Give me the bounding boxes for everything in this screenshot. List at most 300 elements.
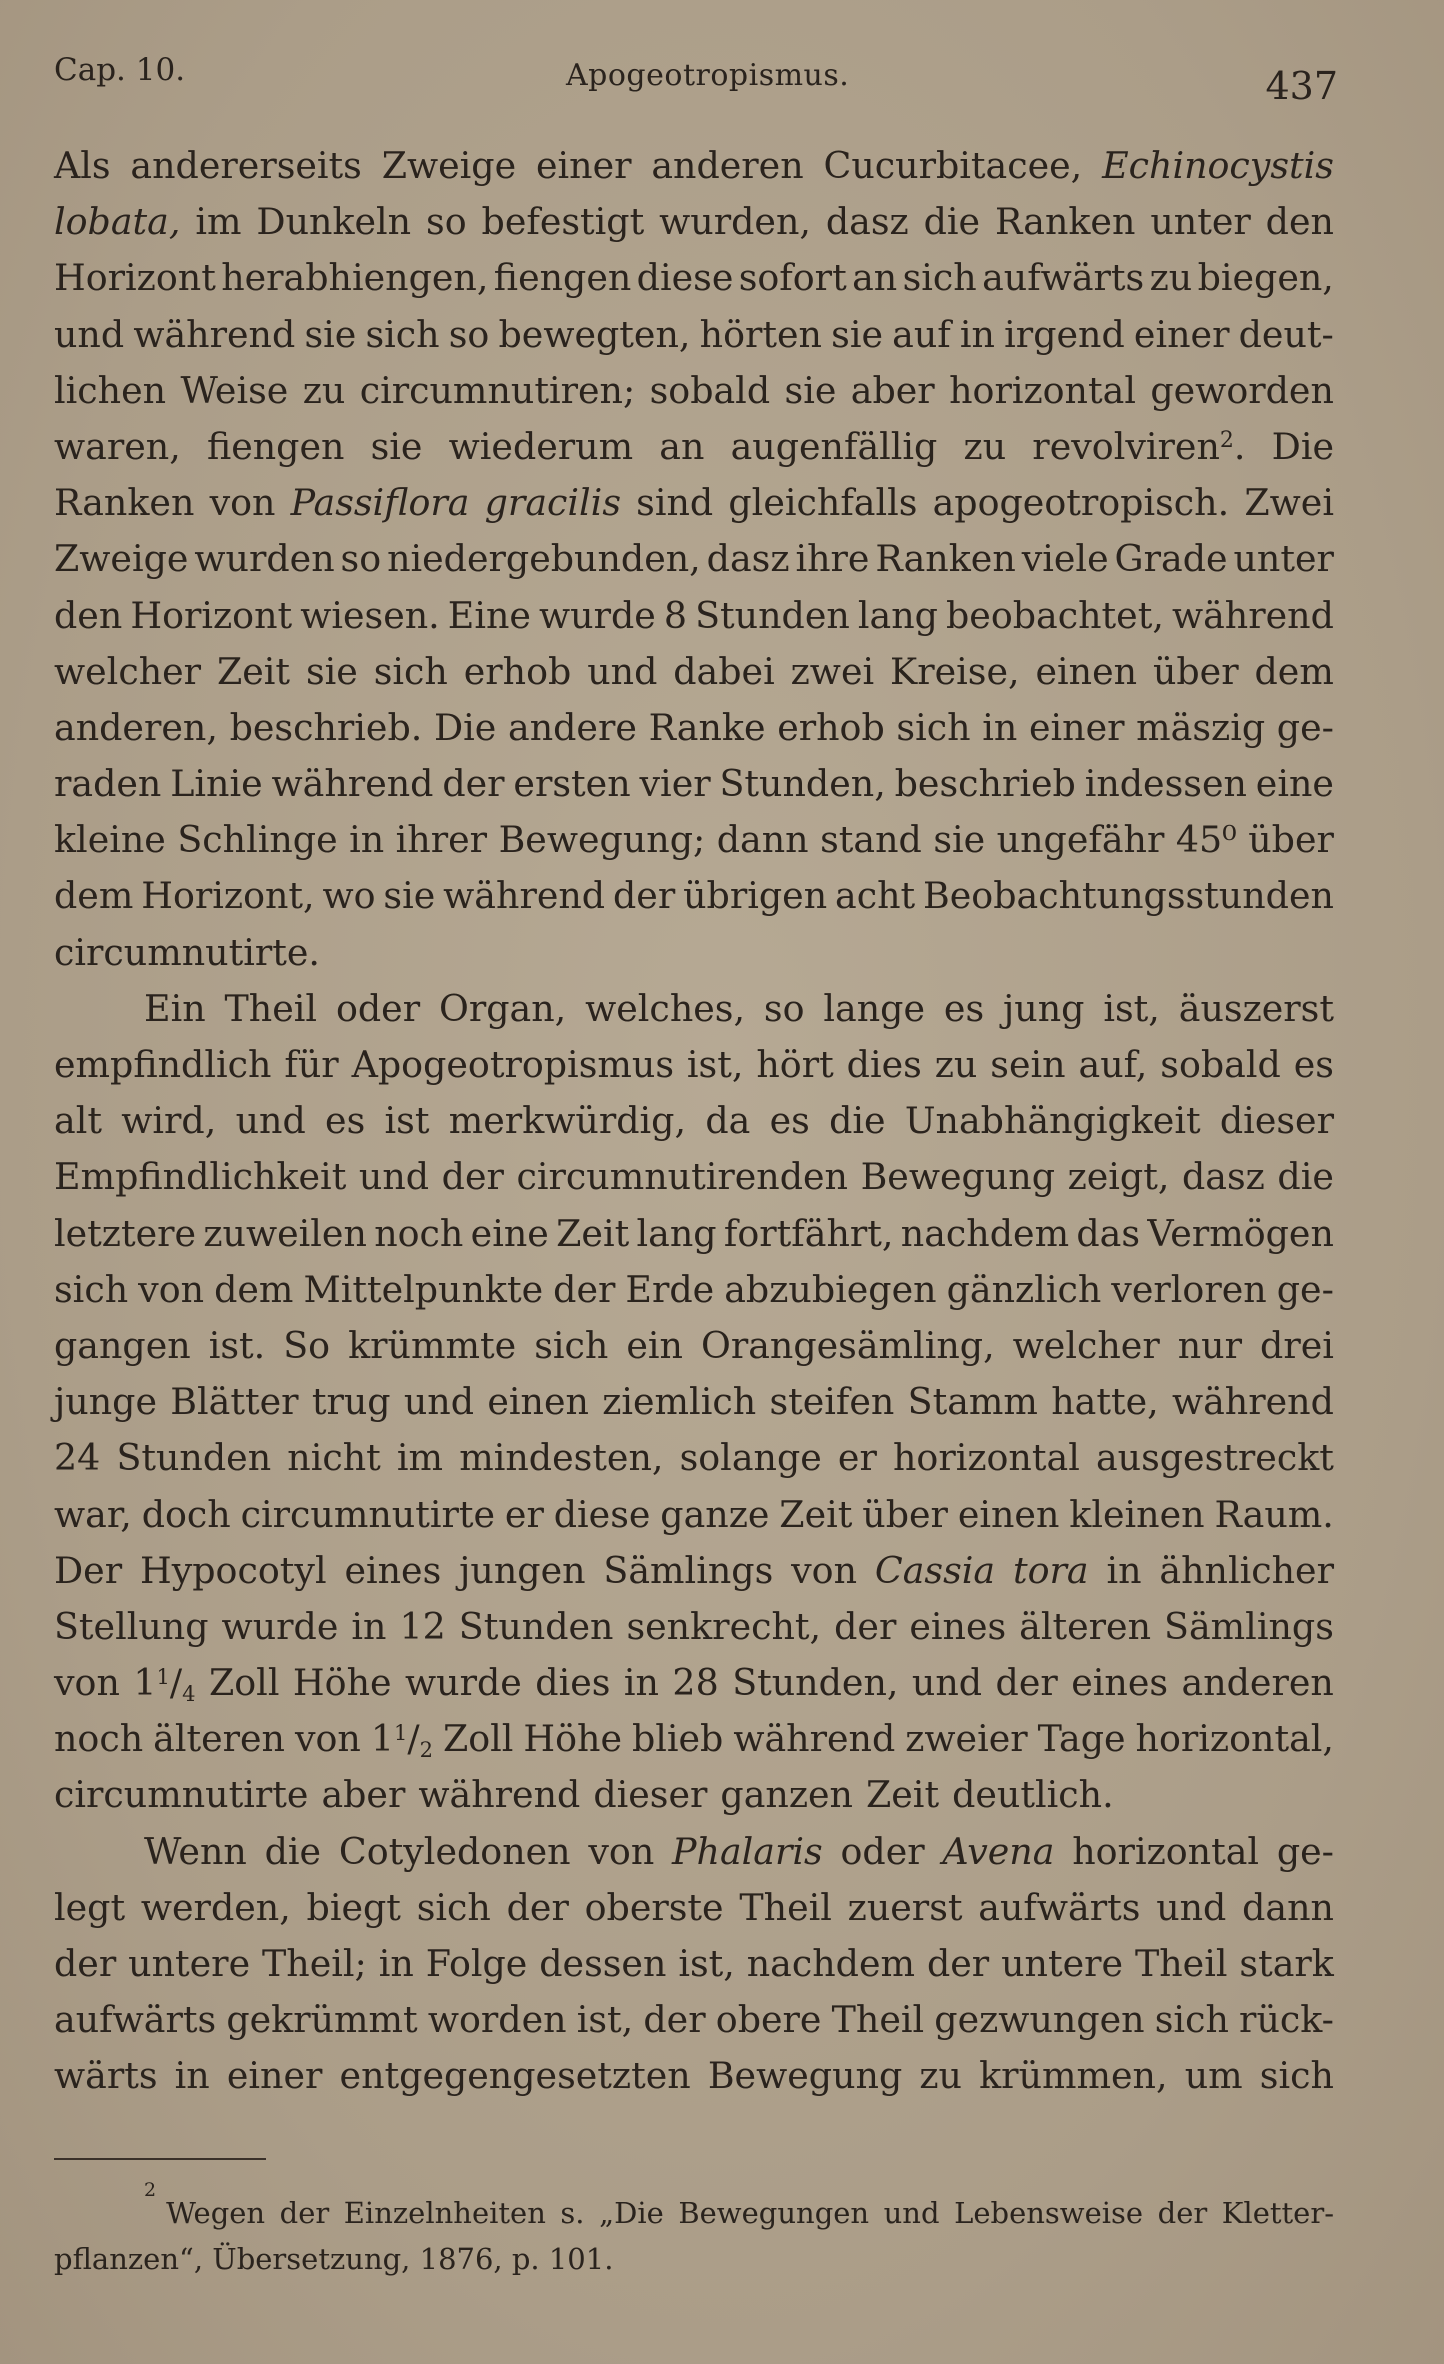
text-line xyxy=(54,250,1334,306)
word: . xyxy=(1233,424,1246,468)
word: während xyxy=(443,874,606,918)
word: ist, xyxy=(686,1043,744,1086)
word: zu xyxy=(302,368,346,412)
word: Schlinge xyxy=(177,818,338,862)
word: zeigt, xyxy=(1067,1155,1170,1199)
word: sich xyxy=(373,649,448,693)
word: während xyxy=(733,1717,896,1761)
word: noch xyxy=(54,1717,144,1761)
word: Zoll xyxy=(208,1661,280,1705)
mixed-fraction: $1^1/_4$ xyxy=(133,1661,196,1707)
word: ist xyxy=(384,1099,430,1143)
word: aufwärts xyxy=(978,1885,1141,1929)
text-line xyxy=(54,531,1334,587)
word: alt xyxy=(54,1099,102,1143)
text-line xyxy=(54,700,1334,756)
word: sich xyxy=(896,705,971,749)
word: rück- xyxy=(1239,1998,1334,2042)
word: Ein xyxy=(144,986,206,1030)
running-title: Apogeotropismus. xyxy=(566,58,850,93)
word: dasz xyxy=(825,200,909,244)
word: eine xyxy=(1255,762,1334,806)
word: lang xyxy=(636,1211,717,1255)
word: Zeit xyxy=(865,1773,940,1817)
word: Theil; xyxy=(262,1942,367,1985)
word: sich xyxy=(1259,2054,1334,2098)
word: sich xyxy=(534,1323,609,1367)
word: er xyxy=(504,1492,544,1536)
word: Stunden xyxy=(116,1436,272,1480)
italic-word: gracilis xyxy=(484,481,621,525)
word: welches, xyxy=(585,986,746,1030)
word: dem xyxy=(214,1267,294,1311)
word: Stunden, xyxy=(732,1661,899,1705)
word: gleichfalls xyxy=(728,481,918,525)
word: horizontal xyxy=(949,368,1136,412)
word: und xyxy=(54,312,125,356)
word: 28 xyxy=(672,1661,719,1705)
word: fiengen xyxy=(493,256,632,300)
word: um xyxy=(1184,2054,1243,2098)
word: unter xyxy=(1233,537,1334,581)
word: Grade xyxy=(1114,537,1228,581)
word: ge- xyxy=(1276,1829,1334,1873)
word: Ranken xyxy=(995,200,1136,244)
word: ersten xyxy=(513,762,631,806)
word-group xyxy=(1032,419,1245,475)
text-line xyxy=(54,1992,1334,2048)
word: doch xyxy=(141,1492,231,1536)
word: Stunden, xyxy=(719,762,886,806)
word: befestigt xyxy=(481,200,645,244)
word: gekrümmt xyxy=(226,1998,418,2042)
italic-word: Cassia xyxy=(874,1548,996,1592)
word: hört xyxy=(756,1043,834,1086)
word: andere xyxy=(508,705,637,749)
word: deut- xyxy=(1238,312,1334,356)
word: Horizont xyxy=(54,256,216,300)
word: Ranken xyxy=(875,537,1016,581)
word: Stamm xyxy=(907,1380,1038,1424)
word: er xyxy=(837,1436,877,1480)
word: Der xyxy=(54,1548,123,1592)
word: und xyxy=(587,649,658,693)
word: wiederum xyxy=(448,424,634,468)
word: ge- xyxy=(1276,705,1334,749)
text-line xyxy=(54,1543,1334,1599)
footnote-divider xyxy=(54,2158,266,2160)
word: gangen xyxy=(54,1323,191,1367)
word: dem xyxy=(1254,649,1334,693)
word: verloren xyxy=(1111,1267,1267,1311)
word: nicht xyxy=(287,1436,381,1480)
word: ge- xyxy=(1276,1267,1334,1311)
word: trug xyxy=(311,1380,391,1424)
text-line xyxy=(54,1149,1334,1205)
word: 12 xyxy=(399,1604,446,1648)
word: in xyxy=(351,1604,387,1648)
word: auf, xyxy=(1078,1043,1148,1086)
word: beobachtet, xyxy=(945,593,1164,637)
word: in xyxy=(1106,1548,1142,1592)
word: Eine xyxy=(447,593,531,637)
footnote-body xyxy=(144,2179,1334,2236)
word: irgend xyxy=(1004,312,1125,356)
word: gezwungen xyxy=(934,1998,1145,2042)
word: biegen, xyxy=(1197,256,1334,300)
word: 45⁰ xyxy=(1175,818,1237,862)
word: anderen xyxy=(651,144,804,187)
word: kleinen xyxy=(1069,1492,1205,1536)
word: es xyxy=(943,986,985,1030)
word: So xyxy=(283,1323,331,1367)
word: 8 xyxy=(663,593,688,637)
word: die xyxy=(264,1829,322,1873)
word: obere xyxy=(715,1998,822,2042)
word: über xyxy=(862,1492,948,1536)
word: entgegengesetzten xyxy=(339,2054,691,2098)
word: die xyxy=(923,200,981,244)
word: diese xyxy=(553,1492,651,1536)
word: Höhe xyxy=(523,1717,622,1761)
word: Folge xyxy=(425,1942,528,1985)
word: acht xyxy=(835,874,916,918)
word: zu xyxy=(963,424,1007,468)
word: herabhiengen, xyxy=(221,256,489,300)
word: und xyxy=(403,1380,475,1424)
word: dasz xyxy=(1182,1155,1265,1199)
word: beschrieb xyxy=(894,762,1076,806)
text-line xyxy=(54,307,1334,363)
word: beschrieb. xyxy=(229,705,423,749)
word: Horizont xyxy=(130,593,293,637)
word: aber xyxy=(321,1773,406,1817)
text-line xyxy=(54,1711,1334,1767)
word: geworden xyxy=(1150,368,1334,412)
word: eines xyxy=(1071,1661,1169,1705)
word: circumnutirte xyxy=(54,1773,309,1817)
word: circumnutirenden xyxy=(516,1155,848,1199)
word: apogeotropisch. xyxy=(932,481,1230,525)
word: der xyxy=(995,1661,1058,1705)
text-line xyxy=(54,1374,1334,1430)
word: eines xyxy=(909,1604,1007,1648)
word: der xyxy=(612,874,676,918)
word: indessen xyxy=(1084,762,1247,806)
word: über xyxy=(1248,818,1334,862)
word: Sämlings xyxy=(1164,1604,1334,1648)
word: den xyxy=(1265,200,1334,244)
text-line xyxy=(54,588,1334,644)
text-line xyxy=(54,1936,1334,1992)
word: wo xyxy=(322,874,376,918)
word: steifen xyxy=(769,1380,895,1424)
word: jung xyxy=(1003,986,1085,1030)
word: senkrecht, xyxy=(626,1604,822,1648)
word: eines xyxy=(344,1548,442,1592)
word: der xyxy=(834,1604,897,1648)
word: dann xyxy=(1242,1885,1334,1929)
word: Bewegung xyxy=(860,1155,1055,1199)
italic-word: lobata, xyxy=(54,200,181,244)
word: Cucurbitacee, xyxy=(823,144,1083,187)
word: in xyxy=(349,818,385,862)
text-line xyxy=(54,1093,1334,1149)
word: nachdem xyxy=(900,1211,1070,1255)
word: Beobachtungsstunden xyxy=(923,874,1334,918)
word: mindesten, xyxy=(459,1436,664,1480)
word: ihrer xyxy=(395,818,488,862)
word: krümmte xyxy=(348,1323,517,1367)
word: legt xyxy=(54,1885,126,1929)
word: es xyxy=(1293,1043,1334,1086)
word: hatte, xyxy=(1051,1380,1159,1424)
italic-word: Passiflora xyxy=(290,481,470,525)
word: auf xyxy=(892,312,951,356)
word: 24 xyxy=(54,1436,101,1480)
word: oder xyxy=(840,1829,925,1873)
body-text xyxy=(54,138,1334,2105)
text-line xyxy=(54,475,1334,531)
word: raden xyxy=(54,762,162,806)
word: Theil xyxy=(739,1885,832,1929)
word: Stunden xyxy=(458,1604,614,1648)
word: während xyxy=(1171,1380,1334,1424)
word: Empfindlichkeit xyxy=(54,1155,347,1199)
word: zweier xyxy=(905,1717,1028,1761)
word: sein xyxy=(990,1043,1066,1086)
word: circumnutiren; xyxy=(359,368,636,412)
word: dies xyxy=(535,1661,611,1705)
word: sich xyxy=(365,312,440,356)
word: da xyxy=(705,1099,751,1143)
word: sich xyxy=(416,1885,491,1929)
word: empfindlich xyxy=(54,1043,272,1086)
word: und xyxy=(911,1661,983,1705)
word: ausgestreckt xyxy=(1095,1436,1334,1480)
word: ganzen xyxy=(720,1773,853,1817)
word: circumnutirte. xyxy=(54,930,320,974)
word: Cotyledonen xyxy=(338,1829,571,1873)
word: Stellung xyxy=(54,1604,209,1648)
footnote-line-2 xyxy=(54,2236,1334,2282)
word: Dunkeln xyxy=(256,200,412,244)
text-line xyxy=(54,138,1334,194)
text-line xyxy=(54,868,1334,924)
word: horizontal, xyxy=(1135,1717,1334,1761)
word: sind xyxy=(636,481,714,525)
word: wärts xyxy=(54,2054,158,2098)
word: welcher xyxy=(1012,1323,1160,1367)
text-line xyxy=(54,1880,1334,1936)
word: sich xyxy=(902,256,977,300)
word: einer xyxy=(1028,705,1125,749)
text-line xyxy=(54,644,1334,700)
word: sie xyxy=(370,424,423,468)
word: wurde xyxy=(405,1661,522,1705)
page-header xyxy=(54,48,1338,108)
word: fiengen xyxy=(206,424,345,468)
word: aber xyxy=(850,368,935,412)
word: dasz xyxy=(706,537,790,581)
word: Unabhängigkeit xyxy=(904,1099,1201,1143)
text-line xyxy=(54,1430,1334,1486)
word: hörten xyxy=(699,312,822,356)
word: wurden xyxy=(194,537,335,581)
word: im xyxy=(195,200,242,244)
word: während xyxy=(133,312,296,356)
word: Zweige xyxy=(54,537,189,581)
word: zuweilen xyxy=(203,1211,367,1255)
word: merkwürdig, xyxy=(448,1099,687,1143)
text-line xyxy=(54,756,1334,812)
word: Tage xyxy=(1037,1717,1126,1761)
word: sie xyxy=(933,818,986,862)
italic-word: Echinocystis xyxy=(1102,144,1334,187)
word: in xyxy=(623,1661,659,1705)
word: dies xyxy=(846,1043,922,1086)
word: Theil xyxy=(1134,1942,1228,1985)
word: wurde xyxy=(221,1604,339,1648)
word: übrigen xyxy=(683,874,828,918)
word: Ranken xyxy=(54,481,195,525)
word: der xyxy=(54,1942,117,1985)
word: biegt xyxy=(306,1885,401,1929)
word: noch xyxy=(374,1211,464,1255)
word: und xyxy=(1156,1885,1227,1929)
word: fortfährt, xyxy=(723,1211,894,1255)
footnote-reference: 2 xyxy=(1219,427,1234,453)
word: so xyxy=(448,312,490,356)
word: so xyxy=(340,537,382,581)
word: von xyxy=(209,481,276,525)
word: der xyxy=(553,1267,616,1311)
word: dabei xyxy=(673,649,775,693)
word: von xyxy=(294,1717,361,1761)
word: Zweige xyxy=(381,144,517,187)
word: junge xyxy=(54,1380,157,1424)
word: das xyxy=(1076,1211,1141,1255)
word: vier xyxy=(639,762,711,806)
word: war, xyxy=(54,1492,132,1536)
text-line xyxy=(54,363,1334,419)
word: der xyxy=(442,762,505,806)
word: der xyxy=(926,1942,990,1985)
word: Hypocotyl xyxy=(139,1548,327,1592)
text-line xyxy=(54,812,1334,868)
footnote-line-1 xyxy=(54,2179,1334,2236)
word: sobald xyxy=(1160,1043,1281,1086)
word: einer xyxy=(226,2054,323,2098)
text-line xyxy=(54,981,1334,1037)
word: Blätter xyxy=(170,1380,299,1424)
footnote-text-2: pflanzen“, Übersetzung, 1876, p. 101. xyxy=(54,2242,614,2276)
word: Die xyxy=(433,705,497,749)
word: Zoll xyxy=(442,1717,514,1761)
word: an xyxy=(852,256,898,300)
word: worden xyxy=(427,1998,567,2042)
word: Orangesämling, xyxy=(700,1323,995,1367)
word: Theil xyxy=(831,1998,925,2042)
word: in xyxy=(378,1942,414,1985)
word: viele xyxy=(1021,537,1109,581)
word: der xyxy=(643,1998,706,2042)
text-line xyxy=(54,1599,1334,1655)
text-line xyxy=(54,1767,1334,1823)
word: mäszig xyxy=(1136,705,1266,749)
word: dieser xyxy=(593,1773,708,1817)
word: Als xyxy=(54,144,111,187)
word: krümmen, xyxy=(979,2054,1168,2098)
text-line xyxy=(54,1824,1334,1880)
word: ziemlich xyxy=(602,1380,757,1424)
word: Linie xyxy=(170,762,263,806)
word: stark xyxy=(1239,1942,1334,1985)
word: einer xyxy=(535,144,632,187)
word: Kreise, xyxy=(890,649,1020,693)
word: und xyxy=(235,1099,306,1143)
word: sie xyxy=(383,874,436,918)
word: an xyxy=(659,424,705,468)
word: von xyxy=(138,1267,205,1311)
word: sie xyxy=(304,312,357,356)
chapter-label: Cap. 10. xyxy=(54,52,186,88)
word: so xyxy=(763,986,805,1030)
word: den xyxy=(54,593,123,637)
word: über xyxy=(1152,649,1239,693)
word: solange xyxy=(679,1436,822,1480)
word: erhob xyxy=(463,649,572,693)
word: wird, xyxy=(121,1099,217,1143)
page-number: 437 xyxy=(1265,64,1338,108)
text-line xyxy=(54,1318,1334,1374)
word: Ranke xyxy=(648,705,766,749)
word: aufwärts xyxy=(982,256,1145,300)
word: niedergebunden, xyxy=(387,537,701,581)
word: letztere xyxy=(54,1211,197,1255)
word: aufwärts xyxy=(54,1998,217,2042)
word: zuerst xyxy=(847,1885,963,1929)
word: der xyxy=(441,1155,504,1199)
word: während xyxy=(418,1773,581,1817)
word: die xyxy=(1277,1155,1334,1199)
word: sich xyxy=(54,1267,129,1311)
word: anderen, xyxy=(54,705,218,749)
word: stand xyxy=(820,818,922,862)
word: Raum. xyxy=(1214,1492,1334,1536)
word: anderen xyxy=(1181,1661,1334,1705)
word: zu xyxy=(934,1043,978,1086)
word: andererseits xyxy=(130,144,362,187)
word: sobald xyxy=(649,368,771,412)
text-line xyxy=(54,194,1334,250)
word: dieser xyxy=(1219,1099,1334,1143)
word: und xyxy=(358,1155,430,1199)
word: Die xyxy=(1271,424,1334,468)
word: dessen xyxy=(539,1942,667,1985)
word: horizontal xyxy=(892,1436,1080,1480)
word: jungen xyxy=(459,1548,586,1592)
text-line xyxy=(54,925,1334,981)
word: diese xyxy=(636,256,734,300)
word: Wenn xyxy=(144,1829,247,1873)
word: horizontal xyxy=(1072,1829,1260,1873)
word: Apogeotropismus xyxy=(351,1043,674,1086)
word: ein xyxy=(626,1323,683,1367)
word: von xyxy=(54,1661,120,1705)
word: Sämlings xyxy=(603,1548,774,1592)
word: nur xyxy=(1177,1323,1243,1367)
